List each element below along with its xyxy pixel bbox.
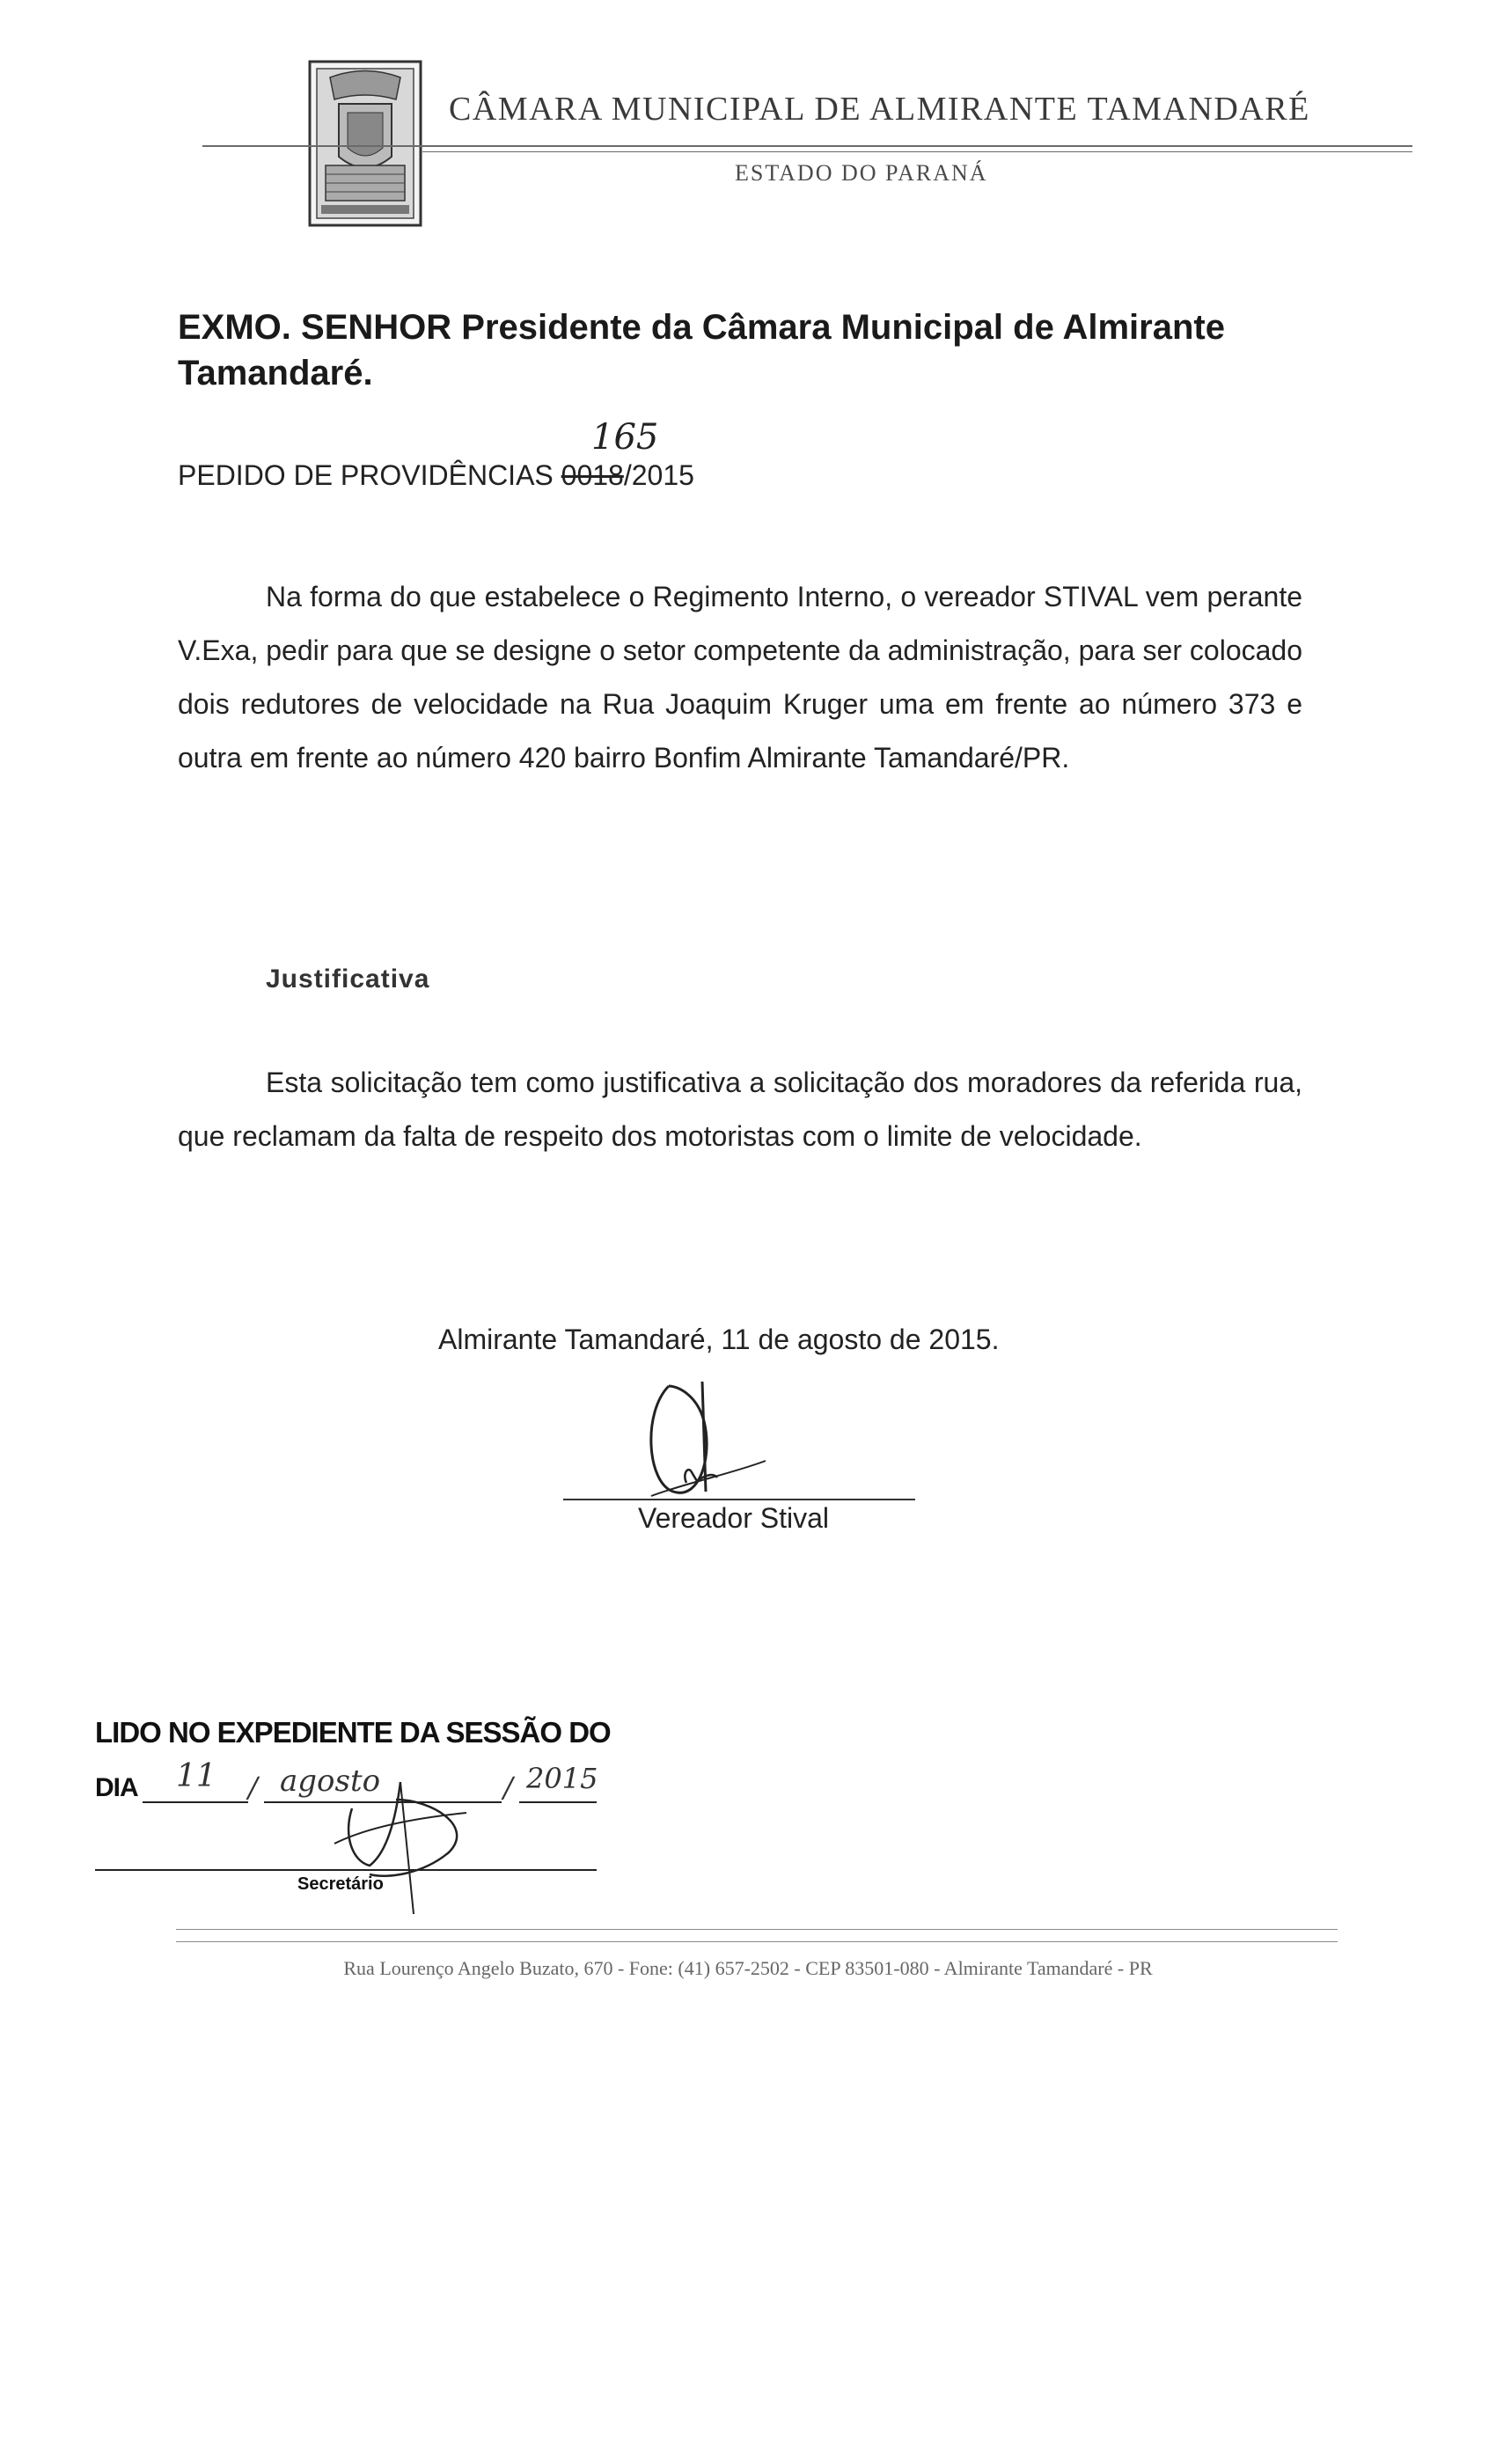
request-year: /2015	[623, 459, 694, 491]
signatory-name: Vereador Stival	[638, 1502, 830, 1534]
stamp-year-line	[519, 1801, 597, 1803]
body-paragraph-text: Na forma do que estabelece o Regimento Interno, o vereador STIVAL vem perante V.Exa, pedir para que se designe o setor competente da administração, para ser colocado dois redutores de velocidade na Rua Joaquim Kruger uma em frente ao número 373 e outra em frente ao número 420 bairro Bonfim Almirante Tamandaré/PR.	[178, 581, 1302, 774]
stamp-month: agosto	[280, 1764, 381, 1799]
reading-stamp-dia-label: DIA	[95, 1773, 138, 1802]
justification-paragraph-text: Esta solicitação tem como justificativa a solicitação dos moradores da referida rua, que reclamam da falta de respeito dos motoristas com o limite de velocidade.	[178, 1067, 1302, 1152]
request-number-handwritten: 165	[591, 417, 659, 458]
stamp-separator-2: /	[503, 1771, 513, 1804]
footer-rule-top	[176, 1929, 1338, 1930]
stamp-day-line	[143, 1801, 248, 1803]
org-name: CÂMARA MUNICIPAL DE ALMIRANTE TAMANDARÉ	[449, 91, 1310, 128]
footer-rule-bottom	[176, 1941, 1338, 1942]
footer-address: Rua Lourenço Angelo Buzato, 670 - Fone: (41) 657-2502 - CEP 83501-080 - Almirante Tamandaré - PR	[343, 1957, 1153, 1979]
org-state: ESTADO DO PARANÁ	[735, 160, 988, 186]
header-rule-bottom	[422, 151, 1412, 152]
justification-paragraph	[178, 1056, 1302, 1163]
request-line	[178, 459, 694, 492]
stamp-secretary-label: Secretário	[297, 1874, 384, 1894]
reading-stamp-title: LIDO NO EXPEDIENTE DA SESSÃO DO	[95, 1716, 611, 1749]
header-rule-top	[202, 145, 1412, 147]
request-label: PEDIDO DE PROVIDÊNCIAS	[178, 459, 561, 491]
stamp-signature-line	[95, 1869, 597, 1871]
body-paragraph	[178, 570, 1302, 785]
stamp-day: 11	[176, 1758, 216, 1794]
place-date: Almirante Tamandaré, 11 de agosto de 2015.	[438, 1324, 1000, 1355]
stamp-separator-1: /	[248, 1771, 258, 1804]
addressee: EXMO. SENHOR Presidente da Câmara Municipal de Almirante Tamandaré.	[178, 308, 1225, 392]
signature-line	[563, 1499, 915, 1500]
stamp-year: 2015	[526, 1762, 598, 1795]
coat-of-arms-icon	[308, 60, 422, 227]
justification-heading: Justificativa	[266, 964, 430, 994]
request-number-struck: 0018	[561, 459, 624, 491]
